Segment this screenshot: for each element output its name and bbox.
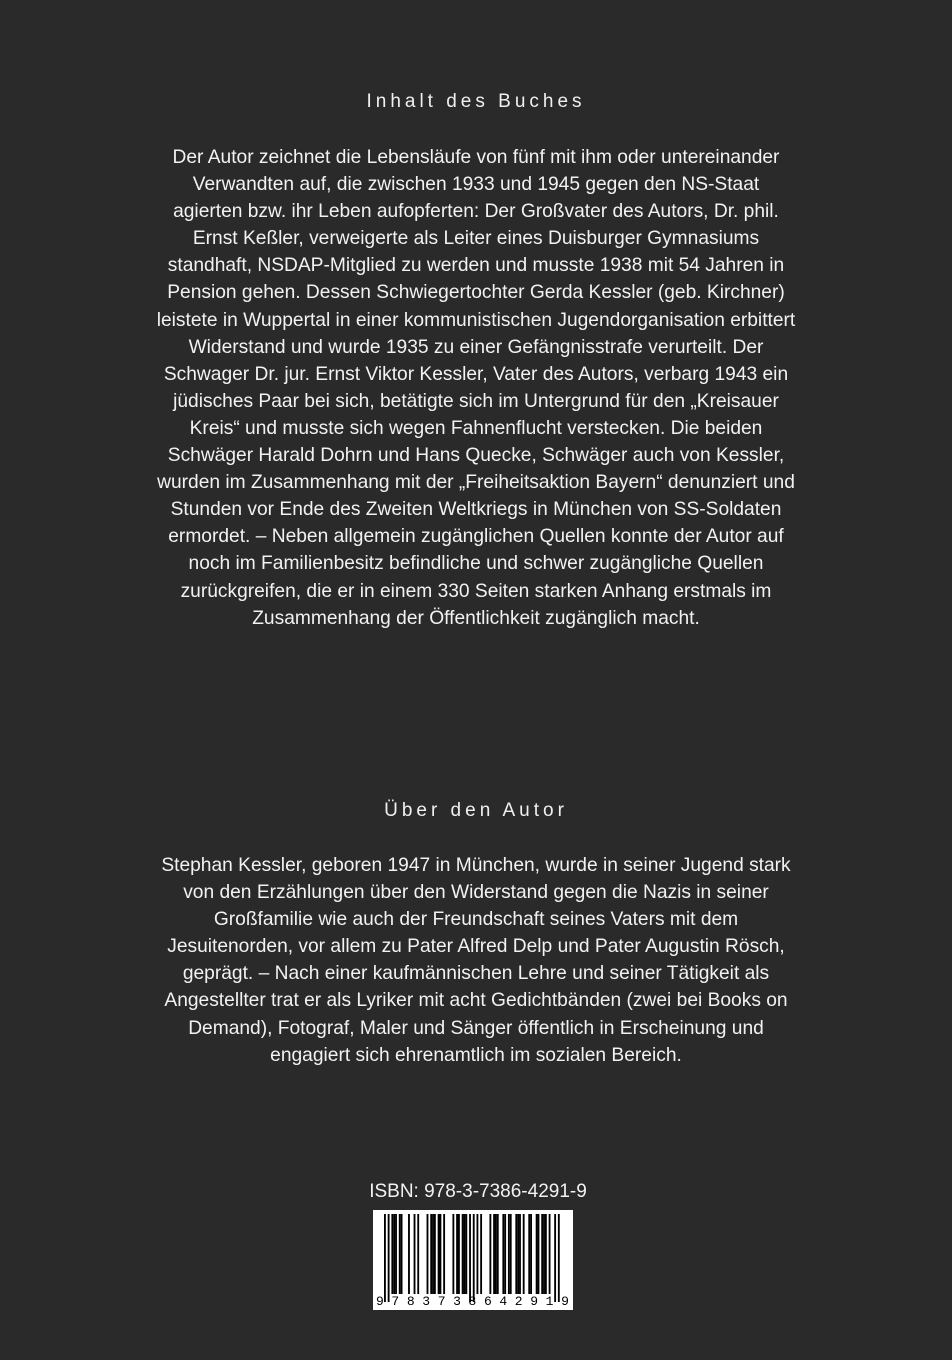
barcode-digit: 9 xyxy=(376,1294,384,1309)
text-line: geprägt. – Nach einer kaufmännischen Lehre und seiner Tätigkeit als xyxy=(182,963,770,985)
text-line: Großfamilie wie auch der Freundschaft seines Vaters mit dem xyxy=(213,909,739,931)
barcode-bar xyxy=(489,1214,491,1294)
text-line: jüdisches Paar bei sich, betätigte sich im Untergrund für den „Kreisauer xyxy=(173,390,779,412)
barcode-digit: 8 xyxy=(406,1294,415,1309)
barcode-bar xyxy=(440,1214,442,1294)
barcode-bar xyxy=(504,1214,506,1294)
barcode-digit: 6 xyxy=(483,1294,492,1309)
barcode-bar xyxy=(456,1214,458,1294)
barcode-bar xyxy=(438,1214,440,1294)
barcode-bar xyxy=(430,1214,432,1294)
barcode-bar xyxy=(452,1214,454,1294)
barcode-bar xyxy=(497,1214,499,1294)
text-line: Kreis“ und musste sich wegen Fahnenflucht verstecken. Die beiden xyxy=(189,417,763,439)
barcode-bar xyxy=(408,1214,410,1294)
text-line: Widerstand und wurde 1935 zu einer Gefängnisstrafe verurteilt. Der xyxy=(188,336,764,358)
barcode-bar xyxy=(523,1214,525,1294)
barcode-digit: 9 xyxy=(530,1294,539,1309)
barcode-bar xyxy=(414,1214,416,1294)
barcode xyxy=(373,1210,573,1310)
text-line: Stunden vor Ende des Zweiten Weltkriegs in München von SS-Soldaten xyxy=(170,499,782,521)
barcode-bar xyxy=(427,1214,429,1294)
barcode-bar xyxy=(462,1214,464,1294)
text-line: zurückgreifen, die er in einem 330 Seiten starken Anhang erstmals im xyxy=(180,580,772,602)
text-line: Stephan Kessler, geboren 1947 in München, wurde in seiner Jugend stark xyxy=(161,855,791,876)
barcode-bar xyxy=(469,1214,471,1302)
barcode-bar xyxy=(530,1214,532,1294)
barcode-digit: 8 xyxy=(468,1294,477,1309)
barcode-bar xyxy=(528,1214,530,1294)
barcode-bar xyxy=(384,1214,386,1302)
barcode-bar xyxy=(391,1214,393,1294)
barcode-bar xyxy=(502,1214,504,1294)
barcode-bar xyxy=(515,1214,517,1294)
barcode-bar xyxy=(558,1214,560,1302)
barcode-bar xyxy=(536,1214,538,1294)
barcode-digit: 7 xyxy=(391,1294,400,1309)
text-line: engagiert sich ehrenamtlich im sozialen Bereich. xyxy=(270,1044,682,1066)
barcode-bar xyxy=(543,1214,545,1294)
barcode-bar xyxy=(538,1214,540,1294)
section-heading-autor: Über den Autor xyxy=(384,800,568,821)
barcode-bar xyxy=(541,1214,543,1294)
text-line: noch im Familienbesitz befindliche und schwer zugängliche Quellen xyxy=(188,553,764,575)
barcode-bar xyxy=(493,1214,495,1294)
barcode-digit: 9 xyxy=(561,1294,569,1309)
barcode-digit: 4 xyxy=(499,1294,508,1309)
text-line: Jesuitenorden, vor allem zu Pater Alfred Delp und Pater Augustin Rösch, xyxy=(167,936,785,958)
barcode-bar xyxy=(517,1214,519,1294)
text-line: Pension gehen. Dessen Schwiegertochter Gerda Kessler (geb. Kirchner) xyxy=(167,282,785,304)
barcode-bar xyxy=(465,1214,467,1294)
barcode-digit: 7 xyxy=(437,1294,446,1309)
barcode-bar xyxy=(443,1214,445,1294)
barcode-bar xyxy=(508,1214,510,1294)
barcode-bar xyxy=(473,1214,475,1302)
barcode-digit: 3 xyxy=(453,1294,461,1309)
book-description xyxy=(140,144,812,632)
barcode-digits xyxy=(373,1295,573,1309)
barcode-digit: 3 xyxy=(422,1294,431,1309)
barcode-bar xyxy=(549,1214,551,1294)
barcode-bar xyxy=(480,1214,482,1294)
barcode-bar xyxy=(458,1214,460,1294)
barcode-digit: 2 xyxy=(514,1294,523,1309)
barcode-bar xyxy=(464,1214,466,1294)
text-line: Schwäger Harald Dohrn und Hans Quecke, Schwäger auch von Kessler, xyxy=(167,445,785,467)
barcode-bar xyxy=(554,1214,556,1302)
text-line: von den Erzählungen über den Widerstand gegen die Nazis in seiner xyxy=(183,882,769,904)
text-line: ermordet. – Neben allgemein zugänglichen Quellen konnte der Autor auf xyxy=(168,526,784,548)
text-line: Verwandten auf, die zwischen 1933 und 1945 gegen den NS-Staat xyxy=(192,174,760,196)
text-line: Der Autor zeichnet die Lebensläufe von fünf mit ihm oder untereinander xyxy=(172,147,780,168)
barcode-bar xyxy=(417,1214,419,1294)
text-line: Demand), Fotograf, Maler und Sänger öffentlich in Erscheinung und xyxy=(188,1017,764,1039)
text-line: Ernst Keßler, verweigerte als Leiter eines Duisburger Gymnasiums xyxy=(192,228,760,250)
section-heading-inhalt: Inhalt des Buches xyxy=(366,91,586,112)
barcode-bar xyxy=(434,1214,436,1294)
barcode-bar xyxy=(388,1214,390,1302)
barcode-bar xyxy=(395,1214,397,1294)
text-line: Zusammenhang der Öffentlichkeit zugänglich macht. xyxy=(252,607,700,629)
barcode-bar xyxy=(519,1214,521,1294)
barcode-bar xyxy=(432,1214,434,1294)
barcode-bar xyxy=(477,1214,479,1294)
text-line: standhaft, NSDAP-Mitglied zu werden und musste 1938 mit 54 Jahren in xyxy=(167,255,785,277)
barcode-bar xyxy=(495,1214,497,1294)
text-line: Angestellter trat er als Lyriker mit acht Gedichtbänden (zwei bei Books on xyxy=(164,990,788,1012)
barcode-bar xyxy=(401,1214,403,1294)
barcode-bar xyxy=(545,1214,547,1294)
barcode-digit: 1 xyxy=(545,1294,554,1309)
text-line: wurden im Zusammenhang mit der „Freiheitsaktion Bayern“ denunziert und xyxy=(157,472,795,494)
text-line: agierten bzw. ihr Leben aufopferten: Der Großvater des Autors, Dr. phil. xyxy=(173,201,779,223)
isbn-label: ISBN: 978-3-7386-4291-9 xyxy=(369,1181,587,1202)
text-line: leistete in Wuppertal in einer kommunistischen Jugendorganisation erbittert xyxy=(156,309,796,331)
barcode-bar xyxy=(399,1214,401,1294)
text-line: Schwager Dr. jur. Ernst Viktor Kessler, Vater des Autors, verbarg 1943 ein xyxy=(163,363,789,385)
author-bio xyxy=(140,852,812,1069)
barcode-bar xyxy=(393,1214,395,1294)
barcode-bar xyxy=(510,1214,512,1294)
